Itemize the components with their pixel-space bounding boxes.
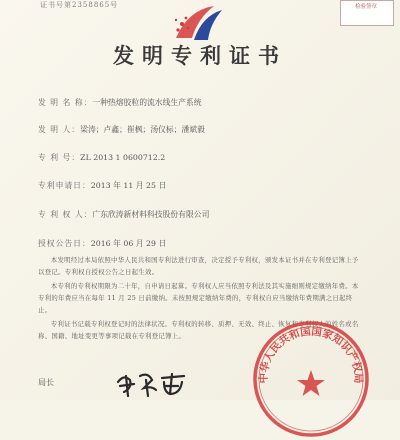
official-seal: [250, 318, 372, 440]
cnipa-emblem-icon: [168, 2, 226, 44]
inventors-label: 发 明 人：: [38, 125, 81, 134]
patent-number-row: [38, 152, 165, 163]
seal-text: 中华人民共和国国家知识产权局: [257, 325, 365, 384]
paragraph-term: 本专利的专利权期限为二十年，自申请日起算。专利权人应当依照专利法及其实施细则规定缴纳年费。本专利的年费应当在每年 11 月 25 日前缴纳。未按照规定缴纳年费的，专利权自应当缴纳年费期满之日起终止。: [38, 282, 359, 314]
paragraph-legal-status: 专利证书记载专利权登记时的法律状况。专利权的转移、质押、无效、终止、恢复和专利权人的姓名或名称、国籍、地址变更等事项记载在专利登记簿上。: [38, 320, 359, 340]
patentee-row: [38, 209, 209, 220]
patentee-label: 专 利 权 人：: [38, 210, 93, 219]
grant-date-label: 授权公告日：: [38, 239, 91, 248]
invention-name-value: 一种热熔胶粒的流水线生产系统: [92, 98, 202, 107]
invention-name-label: 发 明 名 称：: [38, 98, 93, 107]
patent-number-label: 专 利 号：: [38, 153, 81, 162]
inspection-stamp-text: 检验签章: [354, 4, 377, 10]
grant-date-value: 2016 年 06 月 29 日: [90, 239, 167, 248]
inventors-value: 梁涛；卢鑫；崔枫；汤仪标；潘斌毅: [80, 125, 205, 134]
director-signature: [112, 368, 190, 400]
paragraph-grant: 本发明经过本局依照中华人民共和国专利法进行审查，决定授予专利权，颁发本证书并在专利登记簿上予以登记。专利权自授权公告之日起生效。: [38, 256, 359, 276]
filing-date-label: 专利申请日：: [38, 181, 91, 190]
filing-date-value: 2013 年 11 月 25 日: [90, 181, 167, 190]
invention-name-row: [38, 97, 202, 108]
certificate-title: 发明专利证书: [113, 43, 287, 68]
filing-date-row: [38, 180, 166, 191]
patentee-value: 广东欣涛新材料科技股份有限公司: [92, 210, 210, 219]
grant-date-row: [38, 238, 166, 249]
certificate-number: 证书号第2358865号: [40, 1, 119, 9]
director-label: 局长: [38, 378, 54, 387]
patent-number-value: ZL 2013 1 0600712.2: [80, 153, 166, 162]
inventors-row: [38, 124, 205, 135]
